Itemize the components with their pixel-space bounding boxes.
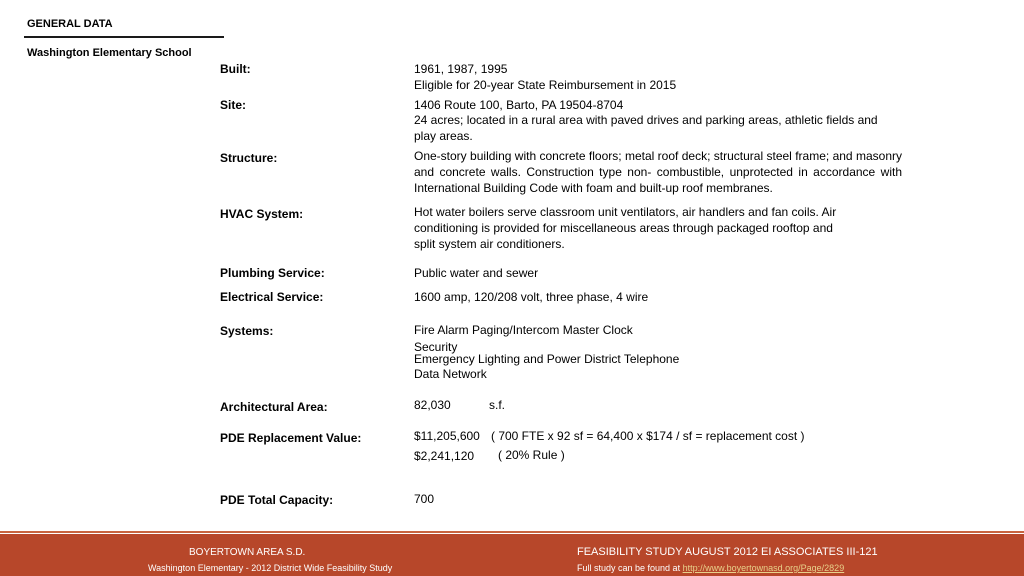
capacity-value: 700 (414, 492, 435, 506)
area-value: 82,030 (414, 398, 451, 412)
systems-line-1: Fire Alarm Paging/Intercom Master Clock (414, 323, 633, 337)
replacement-rule: ( 20% Rule ) (498, 448, 565, 462)
replacement-formula: ( 700 FTE x 92 sf = 64,400 x $174 / sf = replacement cost ) (491, 429, 805, 443)
footer-study-info: FEASIBILITY STUDY AUGUST 2012 EI ASSOCIATES III-121 (577, 546, 878, 558)
footer-full-study-text: Full study can be found at (577, 563, 681, 573)
footer-full-study (577, 563, 844, 573)
built-years: 1961, 1987, 1995 (414, 62, 508, 76)
systems-line-3: Emergency Lighting and Power District Telephone (414, 352, 680, 366)
hvac-line-1: Hot water boilers serve classroom unit ventilators, air handlers and fan coils. Air (414, 205, 837, 219)
electrical-value: 1600 amp, 120/208 volt, three phase, 4 wire (414, 290, 649, 304)
area-unit: s.f. (489, 398, 506, 412)
area-label: Architectural Area: (220, 400, 328, 414)
electrical-label: Electrical Service: (220, 290, 324, 304)
hvac-label: HVAC System: (220, 207, 304, 221)
plumbing-value: Public water and sewer (414, 266, 539, 280)
hvac-line-3: split system air conditioners. (414, 237, 565, 251)
site-address: 1406 Route 100, Barto, PA 19504-8704 (414, 98, 624, 112)
structure-description: One-story building with concrete floors; metal roof deck; structural steel frame; and masonry and concrete walls. Construction type non- combustible, unprotected in accordance with International Building Code with foam and built-up roof membranes. (414, 149, 902, 195)
built-reimbursement: Eligible for 20-year State Reimbursement in 2015 (414, 78, 677, 92)
footer-study-title: Washington Elementary - 2012 District Wide Feasibility Study (148, 563, 393, 573)
capacity-label: PDE Total Capacity: (220, 493, 334, 507)
page-title: GENERAL DATA (27, 18, 113, 30)
replacement-label: PDE Replacement Value: (220, 431, 362, 445)
footer-divider (0, 531, 1024, 533)
hvac-line-2: conditioning is provided for miscellaneous areas through packaged rooftop and (414, 221, 833, 235)
systems-label: Systems: (220, 324, 274, 338)
systems-line-4: Data Network (414, 367, 487, 381)
title-divider (24, 36, 224, 38)
footer-district: BOYERTOWN AREA S.D. (189, 547, 306, 558)
built-label: Built: (220, 62, 251, 76)
site-description: 24 acres; located in a rural area with paved drives and parking areas, athletic fields and play areas. (414, 113, 878, 143)
footer-study-link[interactable]: http://www.boyertownasd.org/Page/2829 (682, 563, 845, 573)
plumbing-label: Plumbing Service: (220, 266, 325, 280)
replacement-value-20pct: $2,241,120 (414, 449, 475, 463)
systems-line-2: Security (414, 340, 458, 354)
site-label: Site: (220, 98, 247, 112)
school-name: Washington Elementary School (27, 47, 192, 59)
replacement-value: $11,205,600 (414, 429, 480, 443)
structure-label: Structure: (220, 151, 278, 165)
